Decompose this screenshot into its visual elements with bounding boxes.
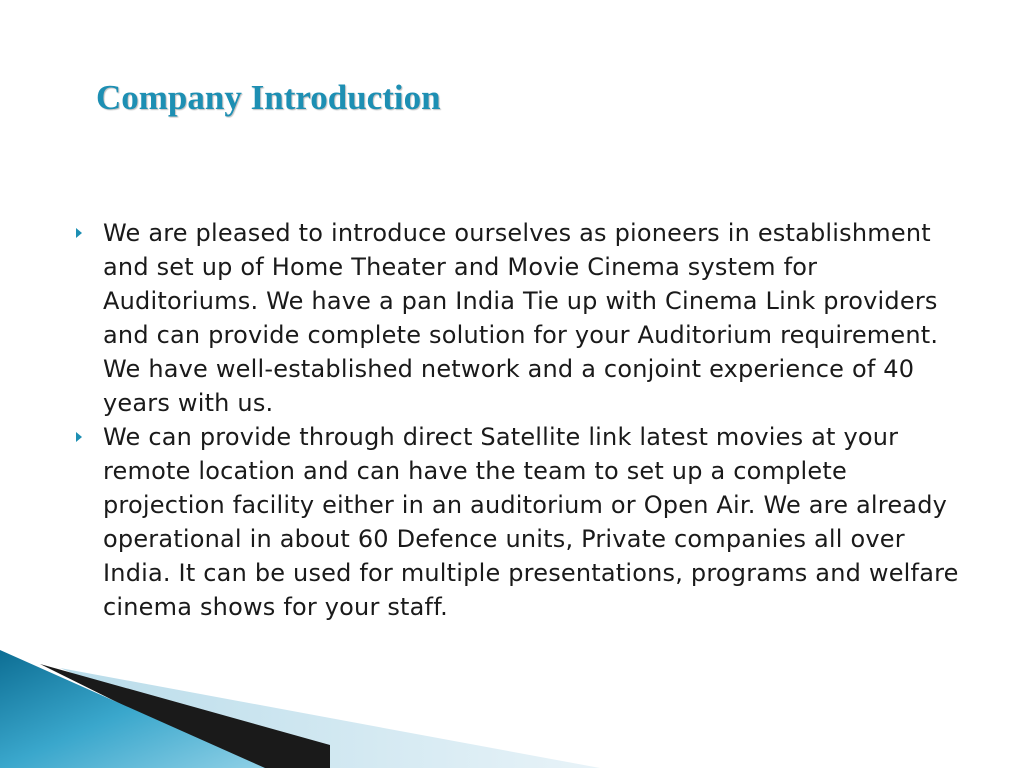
- slide-title: Company Introduction: [96, 78, 441, 117]
- bullet-item: [72, 420, 972, 624]
- triangle-bullet-icon: [76, 228, 82, 238]
- bullet-item: [72, 216, 972, 420]
- triangle-bullet-icon: [76, 432, 82, 442]
- bullet-text: We can provide through direct Satellite link latest movies at your remote location and can have the team to set up a complete projection facility either in an auditorium or Open Air. We are already operational in about 60 Defence units, Private companies all over India. It can be used for multiple presentations, programs and welfare cinema shows for your staff.: [103, 423, 959, 621]
- bullet-list: [72, 216, 972, 624]
- bullet-text: We are pleased to introduce ourselves as pioneers in establishment and set up of Home Theater and Movie Cinema system for Auditoriums. We have a pan India Tie up with Cinema Link providers and can provide complete solution for your Auditorium requirement. We have well-established network and a conjoint experience of 40 years with us.: [103, 219, 939, 417]
